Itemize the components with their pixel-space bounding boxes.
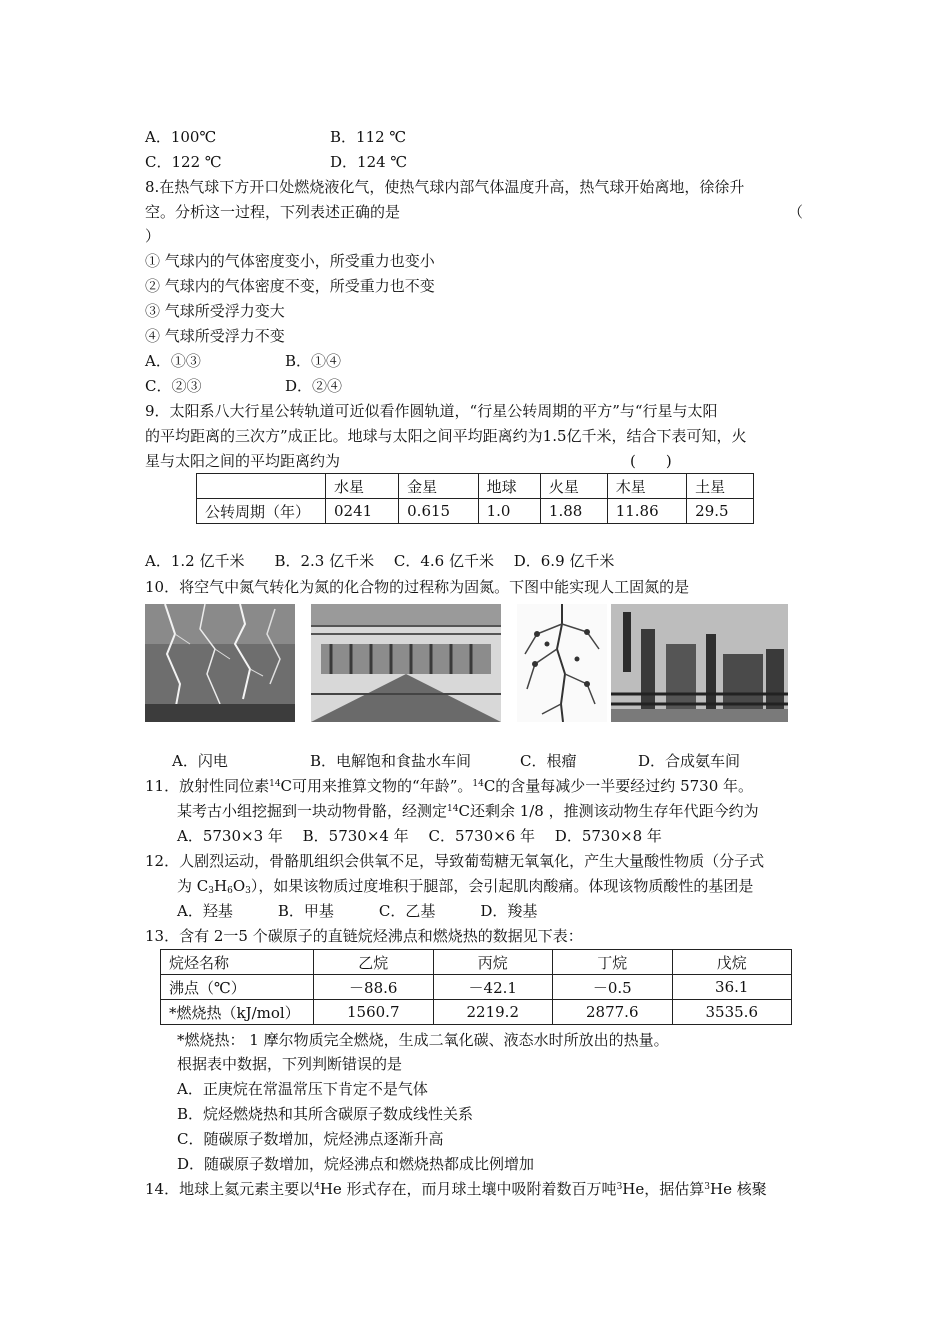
q8-stem-line1: 8.在热气球下方开口处燃烧液化气，使热气球内部气体温度升高，热气球开始离地，徐徐升 [145,178,745,196]
table-cell: 烷烃名称 [161,950,314,975]
q8-option-a: A．①③ [145,352,201,370]
q10-stem: 10．将空气中氮气转化为氮的化合物的过程称为固氮。下图中能实现人工固氮的是 [145,578,690,596]
q10-option-b: B．电解饱和食盐水车间 [310,752,472,770]
table-cell: 沸点（℃） [161,975,314,1000]
table-cell: 公转周期（年） [197,499,326,524]
q7-option-c: C．122 ℃ [145,153,222,171]
q14-text-d: He 核聚 [710,1180,767,1198]
table-row [161,975,792,1000]
q8-options-row1 [145,350,342,372]
table-cell: 地球 [478,474,540,499]
q10-option-c: C．根瘤 [520,752,577,770]
table-header-row [161,950,792,975]
table-cell: 2877.6 [553,1000,673,1025]
table-cell: －0.5 [553,975,673,1000]
table-cell: 11.86 [607,499,686,524]
q11-stem-line2 [177,800,759,822]
q14-text-a: 14．地球上氦元素主要以 [145,1180,315,1198]
q12-text-c: O [232,877,246,895]
q9-stem-line2: 的平均距离的三次方”成正比。地球与太阳之间平均距离约为1.5亿千米，结合下表可知，火 [145,427,747,445]
q12-stem-line1: 12．人剧烈运动，骨骼肌组织会供氧不足，导致葡萄糖无氧氧化，产生大量酸性物质（分子式 [145,852,765,870]
table-cell: 乙烷 [314,950,434,975]
q11-mass-number: 14 [269,779,281,789]
q14-mass-number: 3 [616,1182,623,1192]
q7-option-b: B．112 ℃ [330,128,407,146]
q12-subscript: 6 [227,886,233,896]
table-cell: 丙烷 [433,950,553,975]
q14-text-b: He 形式存在，而月球土壤中吸附着数百万吨 [319,1180,617,1198]
table-cell: 金星 [399,474,478,499]
q11-text-a: 11．放射性同位素 [145,777,270,795]
q8-statement-4: ④ 气球所受浮力不变 [145,327,285,345]
q13-alkane-table [160,949,792,1025]
q14-mass-number: 4 [314,1182,320,1192]
q9-answer-paren: ( ) [630,452,672,470]
q13-option-a: A．正庚烷在常温常压下肯定不是气体 [177,1080,428,1098]
table-cell: 火星 [540,474,607,499]
q11-text-d: 某考古小组挖掘到一块动物骨骼，经测定 [177,802,448,820]
table-cell: －42.1 [433,975,553,1000]
q9-options: A．1.2 亿千米 B．2.3 亿千米 C．4.6 亿千米 D．6.9 亿千米 [145,552,615,570]
q8-statement-2: ② 气球内的气体密度不变，所受重力也不变 [145,277,435,295]
q10-option-a: A．闪电 [172,752,228,770]
table-cell [197,474,326,499]
q8-statement-3: ③ 气球所受浮力变大 [145,302,285,320]
q10-photo-row [145,604,790,722]
table-cell: 1.88 [540,499,607,524]
table-row [197,499,754,524]
q7-option-d: D．124 ℃ [330,153,408,171]
table-cell: 戊烷 [672,950,792,975]
table-header-row [197,474,754,499]
q12-subscript: 3 [208,886,214,896]
q8-options-row2 [145,375,343,397]
table-cell: 36.1 [672,975,792,1000]
q8-stem-text: 空。分析这一过程，下列表述正确的是 [145,203,401,221]
q11-mass-number: 14 [472,779,484,789]
table-cell: 丁烷 [553,950,673,975]
q9-period-table [196,473,754,524]
table-cell: *燃烧热（kJ/mol） [161,1000,314,1025]
table-cell: 2219.2 [433,1000,553,1025]
q8-option-c: C．②③ [145,377,202,395]
q12-text-a: 为 C [177,877,209,895]
table-row [161,1000,792,1025]
table-cell: 1560.7 [314,1000,434,1025]
q13-option-d: D．随碳原子数增加，烷烃沸点和燃烧热都成比例增加 [177,1155,535,1173]
ammonia-plant-photo [611,604,788,722]
q10-option-d: D．合成氨车间 [638,752,741,770]
q9-stem-line1: 9．太阳系八大行星公转轨道可近似看作圆轨道，“行星公转周期的平方”与“行星与太阳 [145,402,718,420]
lightning-photo [145,604,295,722]
q14-stem-line1 [145,1178,767,1200]
q11-mass-number: 14 [447,804,459,814]
q13-option-c: C．随碳原子数增加，烷烃沸点逐渐升高 [177,1130,444,1148]
q10-options [172,750,741,772]
q12-stem-line2 [177,875,753,897]
q11-text-c: C的含量每减少一半要经过约 5730 年。 [483,777,754,795]
q13-stem: 13．含有 2一5 个碳原子的直链烷烃沸点和燃烧热的数据见下表： [145,927,583,945]
electrolysis-workshop-photo [311,604,501,722]
q8-answer-paren-open: （ [788,203,804,221]
root-nodule-photo [517,604,607,722]
table-cell: 1.0 [478,499,540,524]
q13-footnote: *燃烧热： 1 摩尔物质完全燃烧，生成二氧化碳、液态水时所放出的热量。 [177,1031,669,1049]
q8-answer-paren-close: ） [145,227,161,245]
q11-text-b: C可用来推算文物的“年龄”。 [280,777,473,795]
q14-text-c: He，据估算 [622,1180,705,1198]
q8-statement-1: ① 气球内的气体密度变小，所受重力也变小 [145,252,435,270]
q12-subscript: 3 [245,886,251,896]
table-cell: 3535.6 [672,1000,792,1025]
q11-options: A．5730×3 年 B．5730×4 年 C．5730×6 年 D．5730×8 年 [177,827,662,845]
q14-mass-number: 3 [704,1182,710,1192]
q12-text-d: ），如果该物质过度堆积于腿部，会引起肌肉酸痛。体现该物质酸性的基团是 [250,877,754,895]
table-cell: 29.5 [687,499,754,524]
table-cell: 0241 [326,499,399,524]
table-cell: －88.6 [314,975,434,1000]
table-cell: 0.615 [399,499,478,524]
q12-options: A．羟基 B．甲基 C．乙基 D．羧基 [177,902,538,920]
q7-options-row1 [145,126,407,148]
q11-text-e: C还剩余 1/8 ，推测该动物生存年代距今约为 [458,802,759,820]
q11-stem-line1 [145,775,753,797]
table-cell: 水星 [326,474,399,499]
q8-option-d: D．②④ [285,377,343,395]
q8-stem-line2 [145,201,804,223]
q12-text-b: H [213,877,228,895]
q8-option-b: B．①④ [285,352,342,370]
q9-stem-text: 星与太阳之间的平均距离约为 [145,452,341,470]
q7-option-a: A．100℃ [145,128,217,146]
q9-stem-line3 [145,450,672,472]
q13-option-b: B．烷烃燃烧热和其所含碳原子数成线性关系 [177,1105,474,1123]
q7-options-row2 [145,151,408,173]
table-cell: 木星 [607,474,686,499]
q13-prompt: 根据表中数据，下列判断错误的是 [177,1055,403,1073]
table-cell: 土星 [687,474,754,499]
